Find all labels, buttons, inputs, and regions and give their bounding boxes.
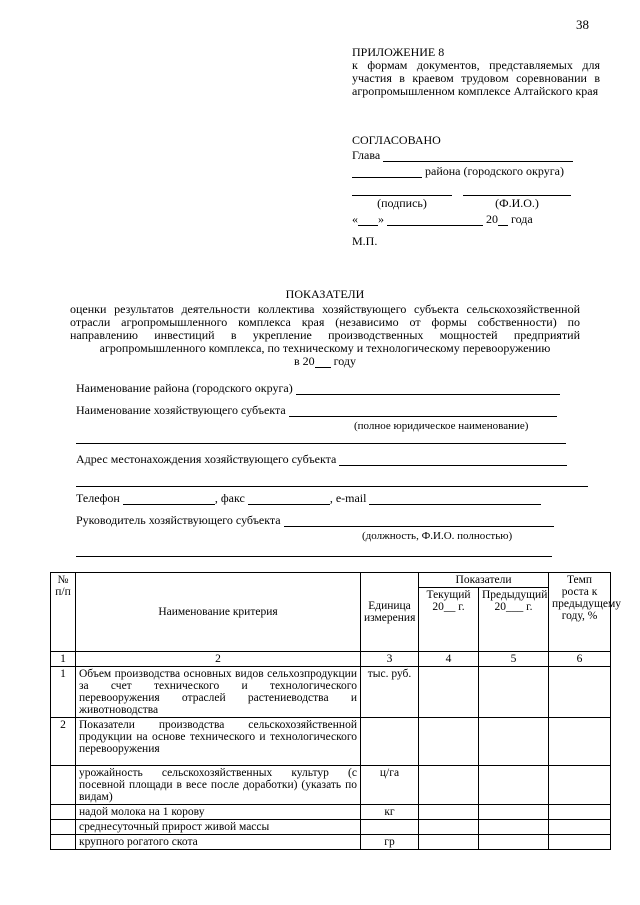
row-unit [361, 718, 419, 766]
address-field [76, 453, 592, 466]
head-line-2[interactable] [76, 545, 552, 557]
header-previous: Предыдущий 20___ г. [479, 588, 549, 652]
appendix-title: ПРИЛОЖЕНИЕ 8 [352, 45, 445, 59]
row-num: 2 [51, 718, 76, 766]
heading-text: оценки результатов деятельности коллектива хозяйствующего субъекта сельскохозяйственной отрасли агропромышленного комплекса края (независимо от формы собственности) по направлению инвестиций в укрепление производственных мощностей предприятий агропромышленного комплекса, по техническому и технологическому перевооружению [70, 302, 580, 355]
address-line[interactable] [339, 454, 567, 466]
head-caption: (должность, Ф.И.О. полностью) [362, 530, 513, 542]
row-unit [361, 820, 419, 835]
heading-year-suffix: году [333, 354, 357, 368]
row-current-cell[interactable] [419, 718, 479, 766]
date-day-line [358, 214, 378, 226]
row-growth-cell[interactable] [549, 667, 611, 718]
district-label: Наименование района (городского округа) [76, 381, 293, 395]
row-growth-cell[interactable] [549, 820, 611, 835]
table-row [51, 718, 611, 766]
date-close-quote: » [378, 212, 384, 226]
approval-district-line [352, 166, 422, 178]
row-num [51, 805, 76, 820]
row-num: 1 [51, 667, 76, 718]
indicators-heading [70, 288, 580, 368]
heading-title: ПОКАЗАТЕЛИ [285, 287, 365, 301]
row-previous-cell[interactable] [479, 805, 549, 820]
col-number: 5 [479, 652, 549, 667]
row-current-cell[interactable] [419, 766, 479, 805]
approval-date-row [352, 213, 602, 226]
row-previous-cell[interactable] [479, 835, 549, 850]
date-month-line [387, 214, 483, 226]
email-line[interactable] [369, 493, 541, 505]
contacts-field [76, 492, 592, 505]
appendix-block [352, 46, 600, 98]
approval-block [352, 134, 602, 248]
phone-label: Телефон [76, 491, 120, 505]
row-name: среднесуточный прирост живой массы [76, 820, 361, 835]
entity-field [76, 404, 592, 417]
row-name: Показатели производства сельскохозяйственной продукции на основе технического и технологического перевооружения [76, 718, 361, 766]
fax-label: , факс [214, 491, 245, 505]
date-year-suffix: года [511, 212, 533, 226]
table-header-row [51, 573, 611, 588]
row-current-cell[interactable] [419, 667, 479, 718]
col-number: 1 [51, 652, 76, 667]
row-unit: тыс. руб. [361, 667, 419, 718]
header-indicators: Показатели [419, 573, 549, 588]
heading-year-prefix: в 20 [293, 354, 315, 368]
row-num [51, 766, 76, 805]
column-number-row [51, 652, 611, 667]
table-row [51, 805, 611, 820]
table-row [51, 667, 611, 718]
approval-captions [352, 197, 602, 210]
page-number: 38 [576, 17, 589, 32]
approval-title: СОГЛАСОВАНО [352, 133, 441, 147]
criteria-table [50, 572, 622, 850]
date-year-prefix: 20 [486, 212, 498, 226]
row-previous-cell[interactable] [479, 718, 549, 766]
entity-caption: (полное юридическое наименование) [354, 420, 529, 432]
phone-line[interactable] [123, 493, 215, 505]
fio-line [463, 184, 571, 196]
row-num [51, 835, 76, 850]
head-label: Руководитель хозяйствующего субъекта [76, 513, 281, 527]
signature-caption: (подпись) [377, 196, 427, 210]
header-name: Наименование критерия [76, 573, 361, 652]
row-growth-cell[interactable] [549, 718, 611, 766]
email-label: , e-mail [329, 491, 367, 505]
header-unit: Единица измерения [361, 573, 419, 652]
approval-signature-lines [352, 183, 602, 196]
row-previous-cell[interactable] [479, 766, 549, 805]
row-unit: гр [361, 835, 419, 850]
row-name: надой молока на 1 корову [76, 805, 361, 820]
header-num: № п/п [51, 573, 76, 652]
appendix-text: к формам документов, представляемых для участия в краевом трудовом соревновании в агропромышленном комплексе Алтайского края [352, 58, 600, 98]
row-unit: кг [361, 805, 419, 820]
header-growth: Темп роста к предыдущему году, % [549, 573, 611, 652]
row-unit: ц/га [361, 766, 419, 805]
col-number: 6 [549, 652, 611, 667]
district-field [76, 382, 592, 395]
table-row [51, 835, 611, 850]
head-field [76, 514, 592, 527]
col-number: 2 [76, 652, 361, 667]
address-label: Адрес местонахождения хозяйствующего субъекта [76, 452, 337, 466]
district-line[interactable] [296, 383, 560, 395]
row-current-cell[interactable] [419, 835, 479, 850]
table-row [51, 766, 611, 805]
row-num [51, 820, 76, 835]
approval-head-line [383, 150, 573, 162]
entity-line-2[interactable] [76, 432, 566, 444]
heading-year [70, 355, 580, 368]
address-line-2[interactable] [76, 475, 588, 487]
row-name: крупного рогатого скота [76, 835, 361, 850]
head-line[interactable] [284, 515, 554, 527]
row-growth-cell[interactable] [549, 805, 611, 820]
row-previous-cell[interactable] [479, 667, 549, 718]
row-current-cell[interactable] [419, 820, 479, 835]
stamp-label: М.П. [352, 234, 378, 248]
row-growth-cell[interactable] [549, 766, 611, 805]
heading-year-line [315, 356, 331, 368]
entity-line[interactable] [289, 405, 557, 417]
approval-head-row [352, 149, 602, 162]
col-number: 3 [361, 652, 419, 667]
date-year-line [498, 214, 508, 226]
entity-label: Наименование хозяйствующего субъекта [76, 403, 286, 417]
fio-caption: (Ф.И.О.) [495, 196, 539, 210]
fax-line[interactable] [248, 493, 330, 505]
approval-district-row [352, 165, 602, 178]
table-row [51, 820, 611, 835]
row-name: урожайность сельскохозяйственных культур (с посевной площади в весе после доработки) (указать по видам) [76, 766, 361, 805]
row-previous-cell[interactable] [479, 820, 549, 835]
approval-head-label: Глава [352, 148, 381, 162]
col-number: 4 [419, 652, 479, 667]
header-current: Текущий 20__ г. [419, 588, 479, 652]
date-open-quote: « [352, 212, 358, 226]
row-growth-cell[interactable] [549, 835, 611, 850]
approval-district-label: района (городского округа) [425, 164, 564, 178]
row-name: Объем производства основных видов сельхозпродукции за счет технического и технологического перевооружения отраслей растениеводства и животноводства [76, 667, 361, 718]
signature-line [352, 184, 452, 196]
row-current-cell[interactable] [419, 805, 479, 820]
